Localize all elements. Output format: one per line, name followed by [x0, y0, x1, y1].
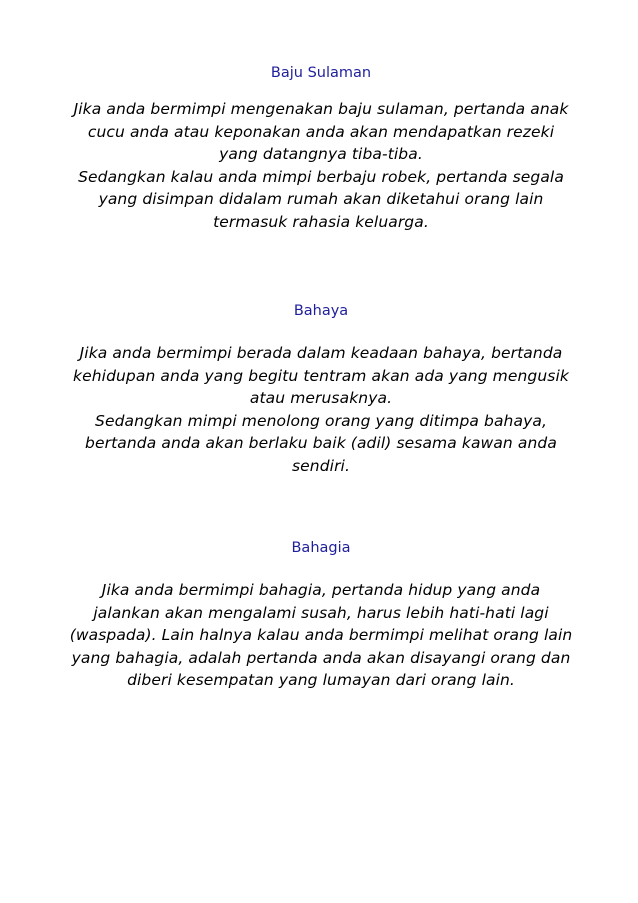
paragraph-line: Jika anda bermimpi bahagia, pertanda hidup yang anda: [101, 581, 541, 599]
paragraph-line: (waspada). Lain halnya kalau anda bermimpi melihat orang lain: [69, 626, 573, 645]
section-paragraph: [50, 98, 592, 234]
paragraph-line: yang datangnya tiba-tiba.: [219, 145, 423, 164]
paragraph-line: termasuk rahasia keluarga.: [213, 212, 429, 231]
paragraph-line: Sedangkan kalau anda mimpi berbaju robek, pertanda segala: [78, 167, 564, 186]
section-paragraph: [50, 579, 592, 692]
paragraph-line: bertanda anda akan berlaku baik (adil) sesama kawan anda: [85, 434, 557, 453]
section-title: Bahaya: [293, 303, 349, 319]
paragraph-line: yang disimpan didalam rumah akan diketahui orang lain: [98, 190, 544, 209]
paragraph-line: atau merusaknya.: [249, 389, 393, 408]
paragraph-line: sendiri.: [292, 456, 350, 475]
section-bahagia: [50, 537, 592, 692]
paragraph-line: Jika anda bermimpi mengenakan baju sulaman, pertanda anak: [73, 100, 569, 118]
section-baju-sulaman: [50, 62, 592, 234]
paragraph-line: Jika anda bermimpi berada dalam keadaan bahaya, bertanda: [79, 344, 563, 362]
paragraph-line: cucu anda atau keponakan anda akan mendapatkan rezeki: [87, 122, 555, 141]
section-title: Baju Sulaman: [270, 65, 372, 81]
section-title: Bahagia: [291, 540, 351, 556]
section-paragraph: [50, 342, 592, 478]
paragraph-line: Sedangkan mimpi menolong orang yang ditimpa bahaya,: [95, 411, 547, 430]
paragraph-line: yang bahagia, adalah pertanda anda akan disayangi orang dan: [71, 648, 571, 667]
paragraph-line: kehidupan anda yang begitu tentram akan ada yang mengusik: [73, 366, 569, 385]
section-bahaya: [50, 300, 592, 478]
paragraph-line: jalankan akan mengalami susah, harus lebih hati-hati lagi: [93, 603, 549, 622]
paragraph-line: diberi kesempatan yang lumayan dari orang lain.: [127, 671, 515, 690]
